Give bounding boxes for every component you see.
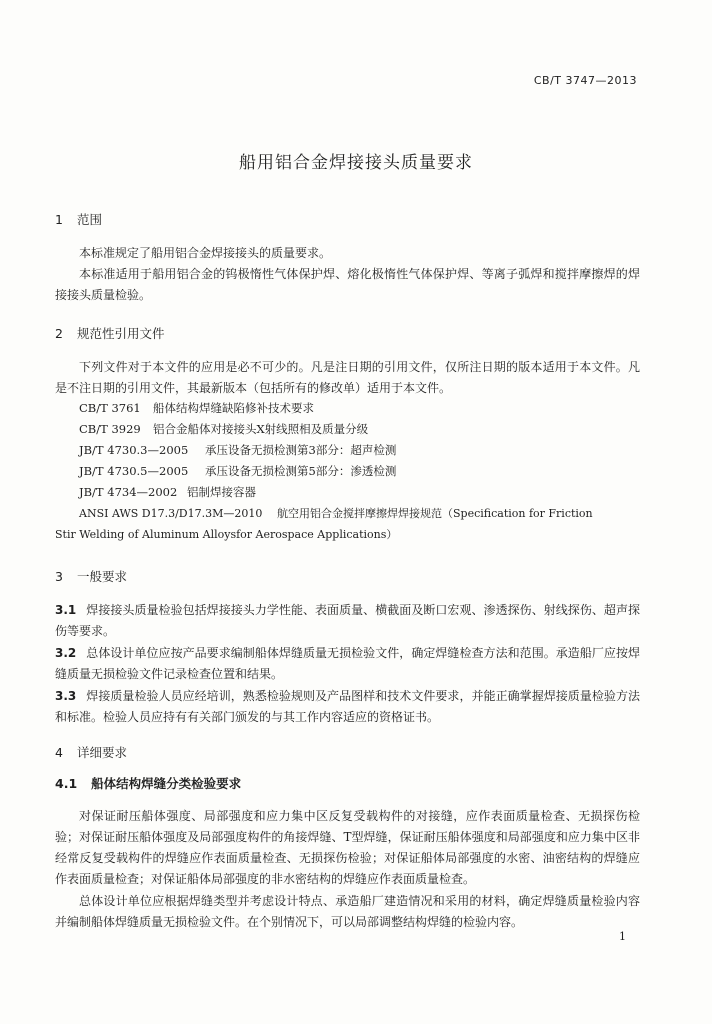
reference-title: 船体结构焊缝缺陷修补技术要求: [153, 401, 314, 415]
section-title: 范围: [76, 212, 102, 227]
section-1-paragraph-2: 本标准适用于船用铝合金的钨极惰性气体保护焊、熔化极惰性气体保护焊、等离子弧焊和搅拌摩擦焊的焊接接头质量检验。: [55, 267, 640, 302]
reference-code: CB/T 3929: [79, 422, 141, 436]
page-number: 1: [619, 930, 626, 943]
reference-code: JB/T 4730.3—2005: [79, 443, 189, 457]
reference-code: JB/T 4730.5—2005: [79, 464, 189, 478]
document-title: 船用铝合金焊接接头质量要求: [239, 153, 473, 173]
section-number: 1: [55, 212, 63, 227]
clause-number: 3.2: [55, 646, 77, 660]
reference-continuation: Stir Welding of Aluminum Alloysfor Aerospace Applications）: [55, 528, 398, 541]
reference-item: [79, 400, 314, 416]
reference-item: [79, 442, 396, 458]
reference-title: 承压设备无损检测第3部分：超声检测: [205, 443, 397, 457]
subsection-4-1-heading: [55, 774, 241, 792]
clause-text: 焊接接头质量检验包括焊接接头力学性能、表面质量、横截面及断口宏观、渗透探伤、射线探伤、超声探伤等要求。: [55, 603, 640, 638]
standard-code: CB/T 3747—2013: [533, 74, 637, 87]
reference-title: 航空用铝合金搅拌摩擦焊焊接规范（Specification for Friction: [277, 507, 593, 520]
reference-code: JB/T 4734—2002: [79, 485, 178, 499]
subsection-4-1-paragraph-1: 对保证耐压船体强度、局部强度和应力集中区反复受载构件的对接缝，应作表面质量检查、无损探伤检验；对保证耐压船体强度及局部强度构件的角接焊缝、T型焊缝，保证耐压船体强度和局部强度和应力集中区非经常反复受载构件的焊缝应作表面质量检查、无损探伤检验；对保证船体局部强度的水密、油密结构的焊缝应作表面质量检查；对保证船体局部强度的非水密结构的焊缝应作表面质量检查。: [55, 809, 640, 886]
section-number: 3: [55, 569, 63, 584]
clause-3-3: [55, 686, 640, 728]
subsection-number: 4.1: [55, 776, 78, 791]
clause-3-2: [55, 643, 640, 685]
reference-code: CB/T 3761: [79, 401, 141, 415]
section-3-heading: [55, 567, 127, 585]
section-1-paragraph-1: 本标准规定了船用铝合金焊接接头的质量要求。: [79, 246, 332, 260]
reference-title: 铝合金船体对接接头X射线照相及质量分级: [153, 422, 369, 436]
clause-number: 3.1: [55, 603, 77, 617]
section-number: 2: [55, 326, 63, 341]
clause-text: 总体设计单位应按产品要求编制船体焊缝质量无损检验文件，确定焊缝检查方法和范围。承造船厂应按焊缝质量无损检验文件记录检查位置和结果。: [55, 646, 640, 681]
reference-item: [79, 484, 256, 500]
section-2-intro: 下列文件对于本文件的应用是必不可少的。凡是注日期的引用文件，仅所注日期的版本适用于本文件。凡是不注日期的引用文件，其最新版本（包括所有的修改单）适用于本文件。: [55, 360, 640, 395]
section-title: 一般要求: [76, 569, 127, 584]
reference-item: [79, 505, 593, 521]
section-1-heading: [55, 210, 102, 228]
reference-code: ANSI AWS D17.3/D17.3M—2010: [79, 507, 263, 520]
reference-title: 承压设备无损检测第5部分：渗透检测: [205, 464, 397, 478]
section-4-heading: [55, 743, 127, 761]
reference-item: [79, 421, 368, 437]
reference-item: [79, 463, 396, 479]
clause-3-1: [55, 600, 640, 642]
subsection-4-1-paragraph-2: 总体设计单位应根据焊缝类型并考虑设计特点、承造船厂建造情况和采用的材料，确定焊缝质量检验内容并编制船体焊缝质量无损检验文件。在个别情况下，可以局部调整结构焊缝的检验内容。: [55, 894, 640, 929]
section-title: 详细要求: [76, 745, 127, 760]
section-2-heading: [55, 324, 165, 342]
clause-text: 焊接质量检验人员应经培训，熟悉检验规则及产品图样和技术文件要求，并能正确掌握焊接质量检验方法和标准。检验人员应持有有关部门颁发的与其工作内容适应的资格证书。: [55, 689, 640, 724]
section-number: 4: [55, 745, 63, 760]
section-title: 规范性引用文件: [76, 326, 165, 341]
subsection-title: 船体结构焊缝分类检验要求: [91, 776, 242, 791]
reference-title: 铝制焊接容器: [187, 485, 256, 499]
clause-number: 3.3: [55, 689, 77, 703]
